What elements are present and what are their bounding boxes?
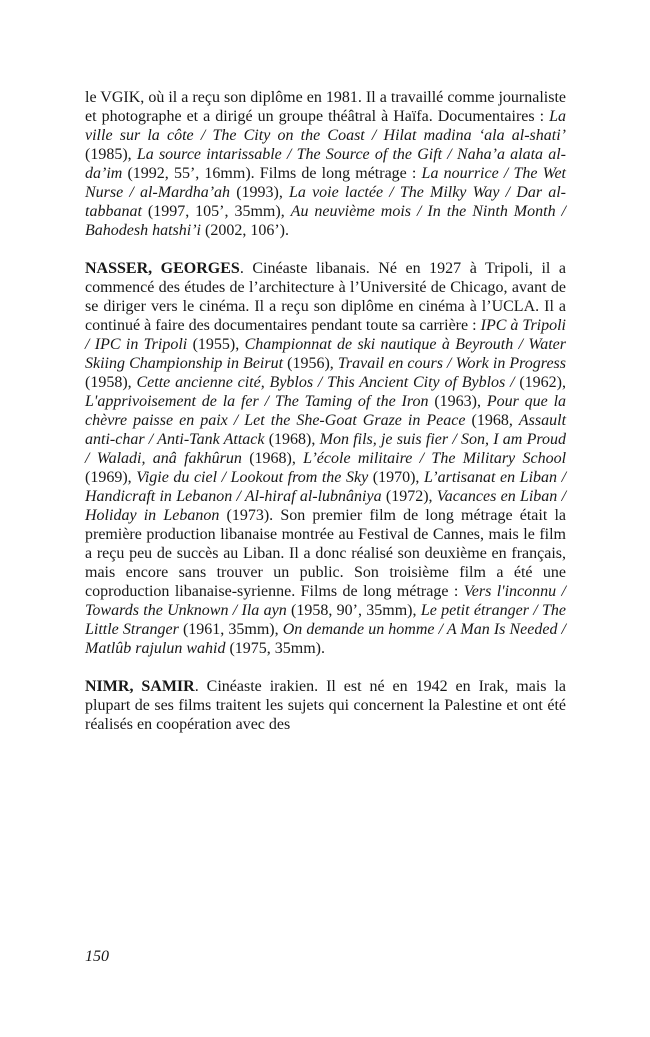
body-text: (1963), (428, 393, 487, 410)
film-title: Vigie du ciel / Lookout from the Sky (136, 469, 369, 486)
film-title: L’artisanat en Liban / Handicraft in Lebanon / Al-hiraf al-lubnâniya (85, 469, 567, 505)
body-text: (1955), (187, 336, 245, 353)
film-title: IPC à Tripoli / IPC in Tripoli (85, 317, 567, 353)
body-text: (1985), (85, 146, 137, 163)
page-number: 150 (85, 948, 109, 965)
film-title: La ville sur la côte / The City on the Coast / Hilat madina ‘ala al-shati’ (85, 108, 566, 144)
body-text: . Cinéaste irakien. Il est né en 1942 en Irak, mais la plupart de ses films traitent les sujets qui concernent la Palestine et ont été réalisés en coopération avec des (85, 678, 566, 733)
body-text: (1973). Son premier film de long métrage était la première production libanaise montrée au Festival de Cannes, mais le film a reçu peu de succès au Liban. Il a donc réalisé son deuxième en français, mais encore sans trouver un public. Son troisième film a été une coproduction libanaise-syrienne. Films de long métrage : (85, 507, 567, 600)
body-text: (1997, 105’, 35mm), (141, 203, 291, 220)
body-text: (1975, 35mm). (225, 640, 325, 657)
film-title: Mon fils, je suis fier / Son, I am Proud / Waladi, anâ fakhûrun (85, 431, 566, 467)
paragraph (85, 88, 566, 240)
body-text: (1972), (381, 488, 437, 505)
entry-name: NIMR, SAMIR (85, 678, 195, 695)
body-text: (2002, 106’). (201, 222, 289, 239)
film-title: Vacances en Liban / Holiday in Lebanon (85, 488, 567, 524)
body-text: (1970), (368, 469, 424, 486)
body-text: (1968), (264, 431, 320, 448)
body-text: le VGIK, où il a reçu son diplôme en 1981. Il a travaillé comme journaliste et photographe et a dirigé un groupe théâtral à Haïfa. Documentaires : (85, 89, 566, 125)
paragraph (85, 677, 566, 734)
body-text: (1961, 35mm), (178, 621, 283, 638)
body-text: (1958, 90’, 35mm), (286, 602, 421, 619)
film-title: On demande un homme / A Man Is Needed / Matlûb rajulun wahid (85, 621, 567, 657)
body-text: (1968), (241, 450, 304, 467)
paragraph (85, 259, 566, 658)
film-title: La source intarissable / The Source of the Gift / Naha’a alata al-da’im (85, 146, 567, 182)
body-text: (1968, (465, 412, 519, 429)
film-title: Travail en cours / Work in Progress (337, 355, 566, 372)
film-title: Vers l'inconnu / Towards the Unknown / Ila ayn (85, 583, 567, 619)
film-title: Assault anti-char / Anti-Tank Attack (85, 412, 567, 448)
film-title: Au neuvième mois / In the Ninth Month / Bahodesh hatshi’i (85, 203, 566, 239)
body-text: (1962), (514, 374, 567, 391)
film-title: L'apprivoisement de la fer / The Taming of the Iron (85, 393, 429, 410)
body-text: (1958), (85, 374, 137, 391)
document-body (85, 88, 566, 734)
body-text: . Cinéaste libanais. Né en 1927 à Tripoli, il a commencé des études de l’architecture à l’Université de Chicago, avant de se diriger vers le cinéma. Il a reçu son diplôme en cinéma à l’UCLA. Il a continué à faire des documentaires pendant toute sa carrière : (85, 260, 567, 334)
film-title: La nourrice / The Wet Nurse / al-Mardha’ah (85, 165, 566, 201)
body-text: (1993), (230, 184, 290, 201)
film-title: Cette ancienne cité, Byblos / This Ancient City of Byblos / (136, 374, 515, 391)
film-title: Pour que la chèvre paisse en paix / Let the She-Goat Graze in Peace (85, 393, 567, 429)
body-text: (1992, 55’, 16mm). Films de long métrage : (122, 165, 422, 182)
body-text: (1969), (85, 469, 137, 486)
film-title: L’école militaire / The Military School (303, 450, 567, 467)
film-title: La voie lactée / The Milky Way / Dar al-tabbanat (85, 184, 566, 220)
entry-name: NASSER, GEORGES (85, 260, 240, 277)
film-title: Championnat de ski nautique à Beyrouth / Water Skiing Championship in Beirut (85, 336, 566, 372)
film-title: Le petit étranger / The Little Stranger (85, 602, 567, 638)
body-text: (1956), (283, 355, 338, 372)
